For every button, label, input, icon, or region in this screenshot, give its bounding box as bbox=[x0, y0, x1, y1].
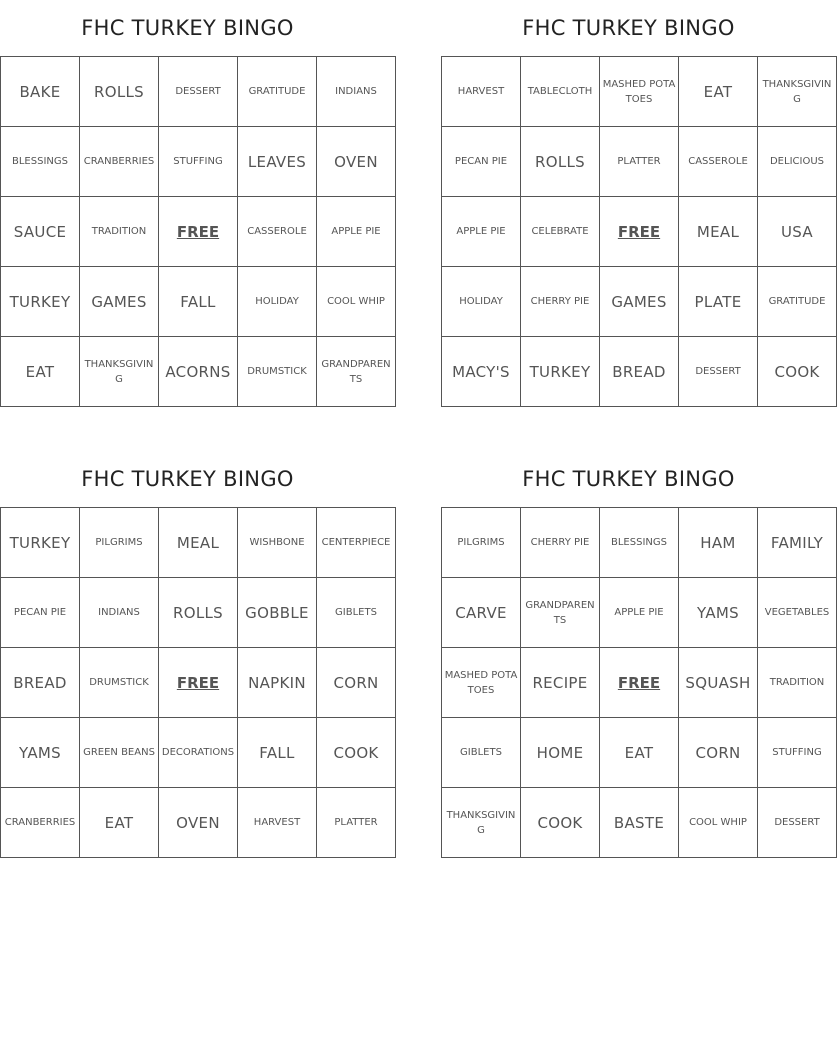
grid-cell: INDIANS bbox=[80, 578, 159, 648]
card-title: FHC TURKEY BINGO bbox=[81, 467, 294, 491]
grid-cell: DRUMSTICK bbox=[80, 648, 159, 718]
grid-cell: YAMS bbox=[679, 578, 758, 648]
grid-cell: EAT bbox=[679, 57, 758, 127]
grid-cell: WISHBONE bbox=[238, 508, 317, 578]
grid-cell: OVEN bbox=[159, 788, 238, 858]
grid-cell: SQUASH bbox=[679, 648, 758, 718]
grid-cell: GRATITUDE bbox=[758, 267, 837, 337]
grid-cell: PECAN PIE bbox=[1, 578, 80, 648]
grid-cell: GAMES bbox=[80, 267, 159, 337]
grid-cell: MEAL bbox=[679, 197, 758, 267]
free-space-cell: FREE bbox=[600, 197, 679, 267]
grid-cell: CASSEROLE bbox=[238, 197, 317, 267]
bingo-card-3 bbox=[0, 451, 391, 858]
grid-cell: APPLE PIE bbox=[600, 578, 679, 648]
grid-cell: MASHED POTATOES bbox=[600, 57, 679, 127]
grid-cell: MEAL bbox=[159, 508, 238, 578]
grid-row bbox=[442, 788, 837, 858]
grid-cell: HAM bbox=[679, 508, 758, 578]
grid-cell: COOK bbox=[521, 788, 600, 858]
grid-cell: OVEN bbox=[317, 127, 396, 197]
free-space-cell: FREE bbox=[159, 197, 238, 267]
bingo-grid bbox=[0, 56, 396, 407]
grid-cell: TRADITION bbox=[80, 197, 159, 267]
card-title: FHC TURKEY BINGO bbox=[522, 16, 735, 40]
grid-row bbox=[1, 508, 396, 578]
grid-cell: EAT bbox=[1, 337, 80, 407]
grid-row bbox=[1, 788, 396, 858]
grid-cell: ROLLS bbox=[521, 127, 600, 197]
grid-row bbox=[1, 718, 396, 788]
grid-cell: THANKSGIVING bbox=[758, 57, 837, 127]
grid-cell: GOBBLE bbox=[238, 578, 317, 648]
grid-row bbox=[442, 267, 837, 337]
grid-cell: MACY'S bbox=[442, 337, 521, 407]
grid-cell: INDIANS bbox=[317, 57, 396, 127]
grid-cell: DELICIOUS bbox=[758, 127, 837, 197]
grid-cell: DESSERT bbox=[159, 57, 238, 127]
grid-cell: USA bbox=[758, 197, 837, 267]
grid-row bbox=[442, 578, 837, 648]
grid-row bbox=[442, 127, 837, 197]
grid-cell: BLESSINGS bbox=[1, 127, 80, 197]
grid-row bbox=[1, 648, 396, 718]
grid-cell: PILGRIMS bbox=[80, 508, 159, 578]
card-title: FHC TURKEY BINGO bbox=[522, 467, 735, 491]
grid-cell: THANKSGIVING bbox=[80, 337, 159, 407]
grid-cell: HOLIDAY bbox=[238, 267, 317, 337]
grid-cell: GRATITUDE bbox=[238, 57, 317, 127]
grid-cell: CRANBERRIES bbox=[80, 127, 159, 197]
grid-cell: DESSERT bbox=[758, 788, 837, 858]
grid-cell: BAKE bbox=[1, 57, 80, 127]
grid-cell: PECAN PIE bbox=[442, 127, 521, 197]
grid-cell: MASHED POTATOES bbox=[442, 648, 521, 718]
grid-cell: GRANDPARENTS bbox=[317, 337, 396, 407]
grid-row bbox=[1, 57, 396, 127]
grid-cell: APPLE PIE bbox=[442, 197, 521, 267]
grid-cell: GREEN BEANS bbox=[80, 718, 159, 788]
grid-cell: TURKEY bbox=[521, 337, 600, 407]
grid-cell: APPLE PIE bbox=[317, 197, 396, 267]
bingo-card-2 bbox=[441, 0, 832, 407]
grid-cell: STUFFING bbox=[159, 127, 238, 197]
grid-cell: PLATE bbox=[679, 267, 758, 337]
grid-cell: CHERRY PIE bbox=[521, 508, 600, 578]
grid-cell: CRANBERRIES bbox=[1, 788, 80, 858]
grid-cell: BREAD bbox=[600, 337, 679, 407]
grid-cell: TABLECLOTH bbox=[521, 57, 600, 127]
grid-cell: ROLLS bbox=[80, 57, 159, 127]
grid-row bbox=[1, 578, 396, 648]
grid-cell: THANKSGIVING bbox=[442, 788, 521, 858]
grid-row bbox=[442, 337, 837, 407]
grid-cell: BREAD bbox=[1, 648, 80, 718]
grid-cell: HOME bbox=[521, 718, 600, 788]
bingo-grid bbox=[441, 507, 837, 858]
grid-cell: CENTERPIECE bbox=[317, 508, 396, 578]
grid-row bbox=[442, 648, 837, 718]
grid-cell: HARVEST bbox=[238, 788, 317, 858]
grid-cell: COOL WHIP bbox=[679, 788, 758, 858]
grid-cell: PILGRIMS bbox=[442, 508, 521, 578]
bingo-grid bbox=[441, 56, 837, 407]
grid-cell: FALL bbox=[238, 718, 317, 788]
grid-cell: FALL bbox=[159, 267, 238, 337]
grid-cell: GAMES bbox=[600, 267, 679, 337]
grid-cell: LEAVES bbox=[238, 127, 317, 197]
grid-cell: EAT bbox=[600, 718, 679, 788]
bingo-card-1 bbox=[0, 0, 391, 407]
grid-cell: SAUCE bbox=[1, 197, 80, 267]
grid-cell: BASTE bbox=[600, 788, 679, 858]
grid-cell: HOLIDAY bbox=[442, 267, 521, 337]
grid-cell: VEGETABLES bbox=[758, 578, 837, 648]
grid-cell: TURKEY bbox=[1, 508, 80, 578]
card-title: FHC TURKEY BINGO bbox=[81, 16, 294, 40]
grid-cell: ACORNS bbox=[159, 337, 238, 407]
grid-cell: COOK bbox=[758, 337, 837, 407]
grid-cell: CELEBRATE bbox=[521, 197, 600, 267]
grid-cell: GRANDPARENTS bbox=[521, 578, 600, 648]
bingo-grid bbox=[0, 507, 396, 858]
grid-row bbox=[1, 337, 396, 407]
grid-cell: DECORATIONS bbox=[159, 718, 238, 788]
grid-cell: COOK bbox=[317, 718, 396, 788]
grid-cell: DESSERT bbox=[679, 337, 758, 407]
grid-cell: BLESSINGS bbox=[600, 508, 679, 578]
grid-row bbox=[442, 197, 837, 267]
grid-cell: CASSEROLE bbox=[679, 127, 758, 197]
bingo-card-4 bbox=[441, 451, 830, 858]
grid-cell: RECIPE bbox=[521, 648, 600, 718]
grid-cell: HARVEST bbox=[442, 57, 521, 127]
grid-cell: ROLLS bbox=[159, 578, 238, 648]
grid-cell: TRADITION bbox=[758, 648, 837, 718]
grid-cell: COOL WHIP bbox=[317, 267, 396, 337]
grid-row bbox=[442, 57, 837, 127]
grid-row bbox=[442, 718, 837, 788]
free-space-cell: FREE bbox=[600, 648, 679, 718]
grid-cell: NAPKIN bbox=[238, 648, 317, 718]
grid-cell: GIBLETS bbox=[317, 578, 396, 648]
grid-cell: FAMILY bbox=[758, 508, 837, 578]
grid-cell: EAT bbox=[80, 788, 159, 858]
grid-row bbox=[442, 508, 837, 578]
grid-cell: GIBLETS bbox=[442, 718, 521, 788]
grid-cell: CORN bbox=[317, 648, 396, 718]
grid-cell: CARVE bbox=[442, 578, 521, 648]
grid-cell: PLATTER bbox=[317, 788, 396, 858]
grid-cell: CHERRY PIE bbox=[521, 267, 600, 337]
free-space-cell: FREE bbox=[159, 648, 238, 718]
grid-cell: TURKEY bbox=[1, 267, 80, 337]
grid-row bbox=[1, 197, 396, 267]
grid-row bbox=[1, 127, 396, 197]
grid-cell: STUFFING bbox=[758, 718, 837, 788]
grid-cell: PLATTER bbox=[600, 127, 679, 197]
grid-row bbox=[1, 267, 396, 337]
grid-cell: DRUMSTICK bbox=[238, 337, 317, 407]
grid-cell: CORN bbox=[679, 718, 758, 788]
grid-cell: YAMS bbox=[1, 718, 80, 788]
